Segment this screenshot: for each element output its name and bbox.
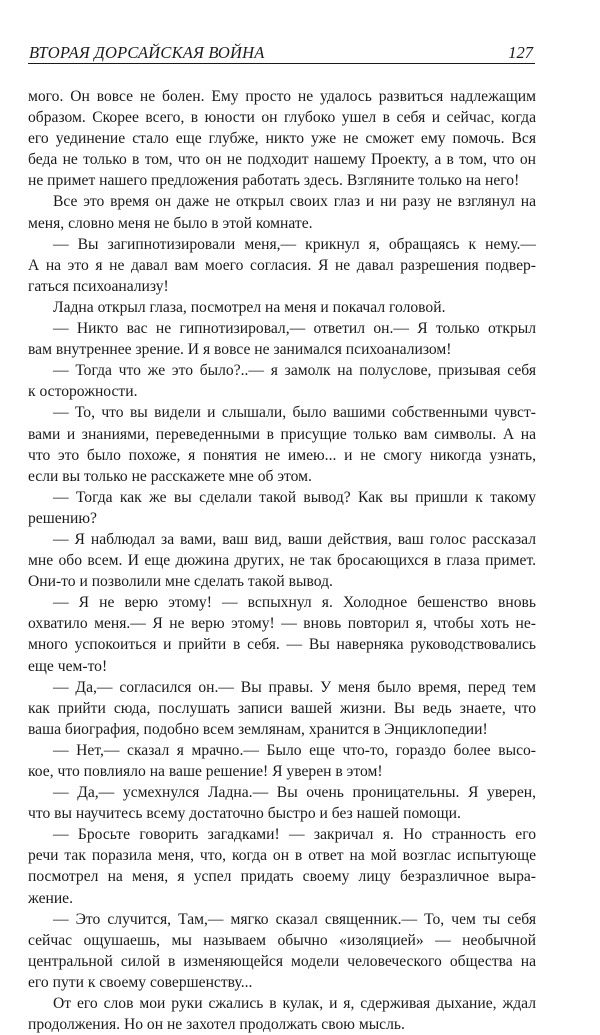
text-line: меня, словно меня не было в этой комнате. (28, 214, 313, 232)
text-line: А на это я не давал вам моего согласия. Я не давал разрешения подвер- (28, 256, 536, 274)
text-line: вами и знаниями, переведенными в присущие только вам символы. А на (28, 425, 536, 443)
page-number: 127 (508, 43, 533, 62)
text-line: — Да,— усмехнулся Ладна.— Вы очень проницательны. Я уверен, (53, 784, 536, 802)
text-line: продолжения. Но он не захотел продолжать свою мысль. (28, 1016, 405, 1034)
running-head (28, 41, 535, 64)
text-line: кое, что повлияло на ваше решение! Я уверен в этом! (28, 763, 383, 780)
text-line: гаться психоанализу! (28, 277, 169, 295)
text-line: мне обо всем. И еще дюжина других, не так бросающихся в глаза примет. (28, 552, 536, 570)
text-line: не примет нашего предложения работать здесь. Взгляните только на него! (28, 172, 520, 190)
text-line: — То, что вы видели и слышали, было вашими собственными чувст- (53, 404, 536, 422)
text-line: ваша биография, подобно всем землянам, хранится в Энциклопедии! (28, 720, 488, 738)
text-line: — Тогда что же это было?..— я замолк на полуслове, призывая себя (53, 362, 536, 380)
text-line: Все это время он даже не открыл своих глаз и ни разу не взглянул на (53, 193, 536, 211)
text-line: — Да,— согласился он.— Вы правы. У меня было время, перед тем (53, 678, 536, 696)
text-line: — Нет,— сказал я мрачно.— Было еще что-то, гораздо более высо- (53, 741, 536, 759)
text-line: — Я не верю этому! — вспыхнул я. Холодное бешенство вновь (53, 594, 536, 612)
text-line: образом. Скорее всего, в юности он глубоко ушел в себя и сейчас, когда (28, 109, 536, 127)
text-line: сейчас ощушаешь, мы называем обычно «изоляцией» — необычной (28, 931, 536, 949)
text-line: если вы только не расскажете мне об этом. (28, 467, 312, 485)
text-line: посмотрел на меня, я успел придать своему лицу безразличное выра- (28, 868, 536, 886)
text-line: как прийти сюда, послушать записи вашей жизни. Вы ведь знаете, что (28, 699, 536, 717)
text-line: Они-то и позволили мне сделать такой вывод. (28, 573, 333, 591)
text-line: центральной силой в изменяющейся модели человеческого общества на (28, 952, 536, 970)
running-title: ВТОРАЯ ДОРСАЙСКАЯ ВОЙНА (29, 43, 265, 62)
text-line: жение. (28, 889, 73, 907)
text-line: его пути к своему совершенству... (28, 973, 253, 991)
text-line: — Тогда как же вы сделали такой вывод? Как вы пришли к такому (53, 488, 536, 506)
text-line: От его слов мои руки сжались в кулак, и я, сдерживая дыхание, ждал (53, 995, 536, 1013)
text-line: — Никто вас не гипнотизировал,— ответил он.— Я только открыл (53, 320, 536, 338)
text-line: — Это случится, Там,— мягко сказал священник.— То, чем ты себя (53, 910, 536, 928)
body-text (28, 86, 536, 1035)
text-line: охватило меня.— Я не верю этому! — вновь повторил я, чтобы хоть не- (28, 615, 536, 633)
text-line: Ладна открыл глаза, посмотрел на меня и покачал головой. (53, 298, 446, 316)
text-line: речи так поразила меня, что, когда он в ответ на мой возглас испытующе (28, 847, 536, 865)
text-line: вам внутреннее зрение. И я вовсе не занимался психоанализом! (28, 341, 452, 359)
text-line: — Вы загипнотизировали меня,— крикнул я, обращаясь к нему.— (53, 235, 536, 253)
text-line: что вы научитесь всему достаточно быстро и без нашей помощи. (28, 805, 461, 823)
text-line: много успокоиться и прийти в себя. — Вы наверняка руководствовались (28, 636, 536, 654)
text-line: еще чем-то! (28, 657, 108, 675)
text-line: к осторожности. (28, 383, 138, 401)
text-line: решению? (28, 509, 97, 527)
text-line: мого. Он вовсе не болен. Ему просто не удалось развиться надлежащим (28, 88, 536, 105)
text-line: что это было похоже, я понятия не имею... и не смогу никогда узнать, (28, 446, 536, 464)
text-line: — Я наблюдал за вами, ваш вид, ваши действия, ваш голос рассказал (53, 530, 536, 548)
text-line: его уединение стало еще глубже, никто уже не сможет ему помочь. Вся (28, 130, 536, 148)
text-line: — Бросьте говорить загадками! — закричал я. Но странность его (53, 826, 536, 844)
text-line: беда не только в том, что он не подходит нашему Проекту, а в том, что он (28, 151, 536, 169)
